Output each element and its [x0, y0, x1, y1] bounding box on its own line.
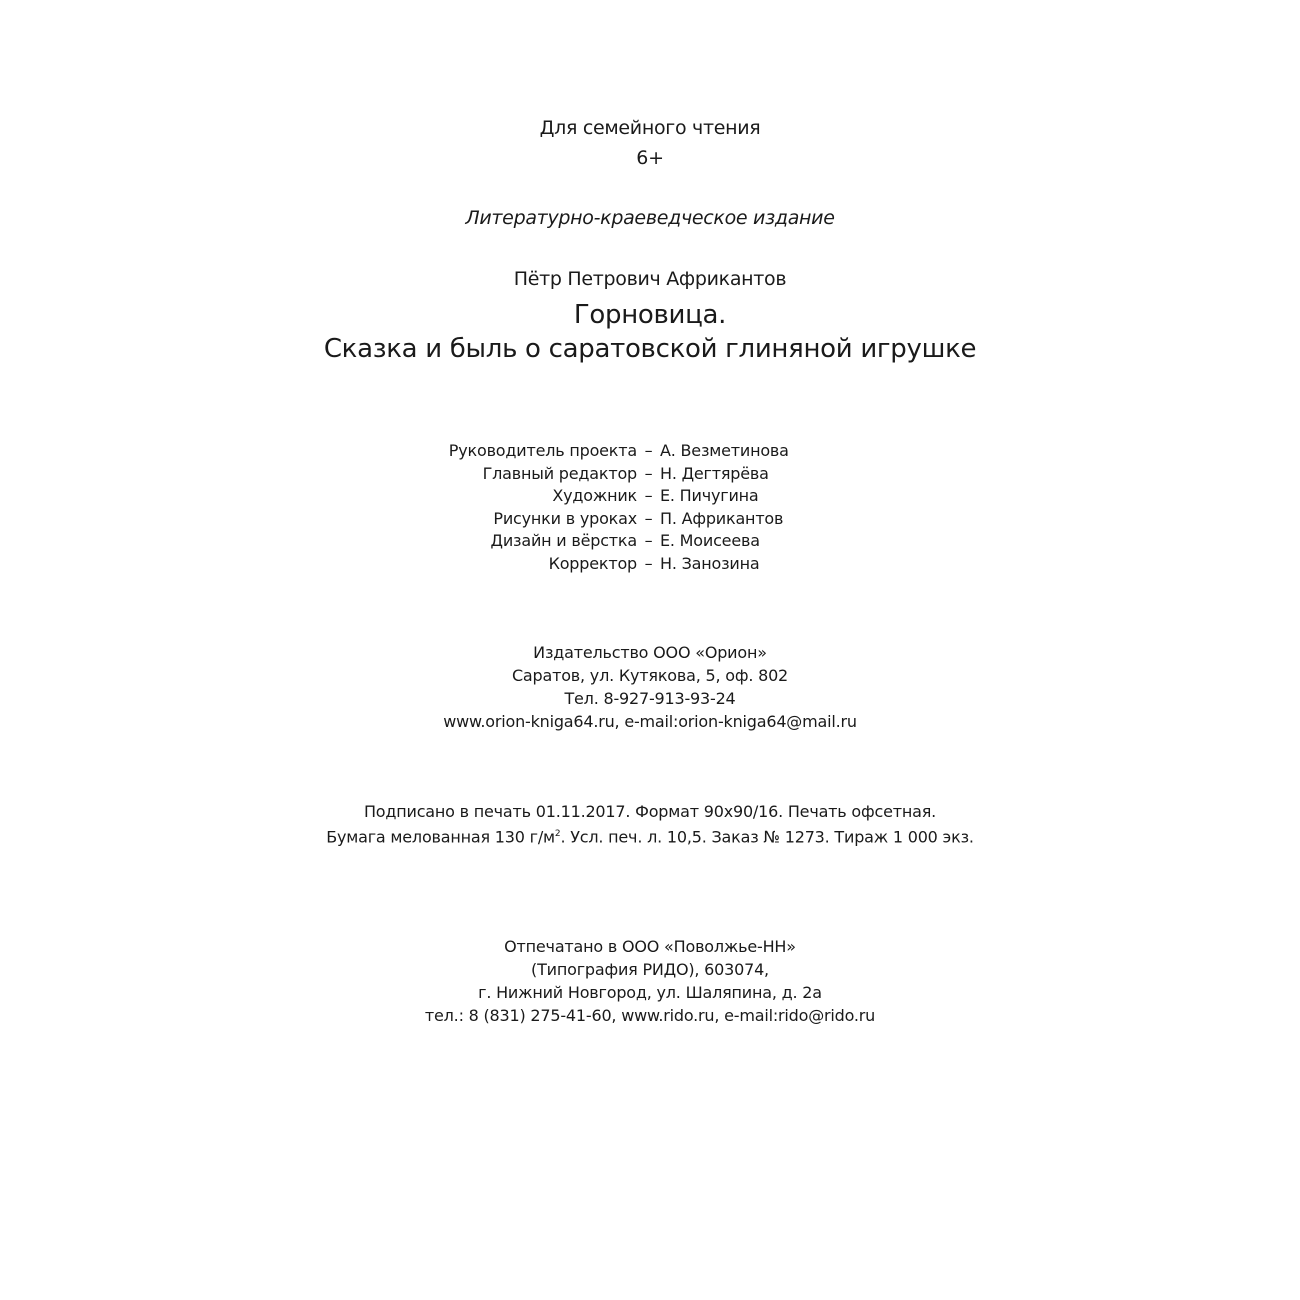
- family-reading-label: Для семейного чтения: [539, 117, 761, 139]
- credit-role: Дизайн и вёрстка: [490, 531, 637, 551]
- credit-row: [0, 530, 1300, 553]
- book-title-line2: Сказка и быль о саратовской глиняной игрушке: [323, 334, 977, 364]
- print-run-spec: . Усл. печ. л. 10,5. Заказ № 1273. Тираж 1 000 экз.: [560, 827, 974, 847]
- printer-line4: тел.: 8 (831) 275-41-60, www.rido.ru, e-mail:rido@rido.ru: [424, 1006, 876, 1025]
- credit-name: А. Везметинова: [660, 441, 789, 460]
- printer-line2: (Типография РИДО), 603074,: [531, 960, 769, 979]
- credit-row: [0, 485, 1300, 508]
- credit-row: [0, 553, 1300, 576]
- author-text: Пётр Петрович Африкантов: [513, 268, 787, 290]
- publisher-web: www.orion-kniga64.ru, e-mail:orion-kniga64@mail.ru: [443, 712, 857, 731]
- reading-info: [0, 113, 1300, 173]
- credit-row: [0, 463, 1300, 486]
- credit-role: Рисунки в уроках: [493, 508, 637, 528]
- credit-dash: –: [644, 508, 653, 528]
- superscript-2: 2: [554, 829, 561, 839]
- credit-role: Корректор: [548, 553, 637, 573]
- paper-spec: Бумага мелованная 130 г/м: [326, 827, 555, 847]
- credit-role: Руководитель проекта: [448, 441, 637, 460]
- printing-line1: Подписано в печать 01.11.2017. Формат 90х90/16. Печать офсетная.: [363, 802, 937, 821]
- publisher-name: Издательство ООО «Орион»: [533, 643, 767, 662]
- credit-role: Художник: [552, 486, 637, 506]
- printer-line3: г. Нижний Новгород, ул. Шаляпина, д. 2а: [478, 983, 822, 1002]
- credit-dash: –: [644, 441, 653, 460]
- credit-dash: –: [644, 486, 653, 506]
- publisher-phone: Тел. 8-927-913-93-24: [564, 689, 736, 708]
- printer-info: [0, 935, 1300, 1027]
- credit-row: [0, 508, 1300, 531]
- credit-dash: –: [644, 531, 653, 551]
- printer-line1: Отпечатано в ООО «Поволжье-НН»: [504, 937, 796, 956]
- credit-name: Е. Моисеева: [660, 531, 760, 551]
- publisher-address: Саратов, ул. Кутякова, 5, оф. 802: [511, 666, 789, 685]
- credit-name: П. Африкантов: [660, 508, 784, 528]
- credit-row: [0, 440, 1300, 463]
- age-rating: 6+: [636, 147, 664, 169]
- publisher-info: [0, 641, 1300, 733]
- edition-type: [0, 203, 1300, 233]
- author-name: [0, 264, 1300, 294]
- printing-line2: [0, 823, 1300, 848]
- credit-name: Н. Занозина: [660, 553, 760, 573]
- credit-name: Н. Дегтярёва: [660, 463, 769, 483]
- printing-details: [0, 800, 1300, 848]
- credit-dash: –: [644, 553, 653, 573]
- edition-type-text: Литературно-краеведческое издание: [465, 207, 835, 229]
- credit-name: Е. Пичугина: [660, 486, 759, 506]
- book-title-line1: Горновица.: [573, 300, 727, 330]
- credits-list: [0, 440, 1300, 576]
- book-title: [0, 298, 1300, 366]
- credit-role: Главный редактор: [482, 463, 637, 483]
- credit-dash: –: [644, 463, 653, 483]
